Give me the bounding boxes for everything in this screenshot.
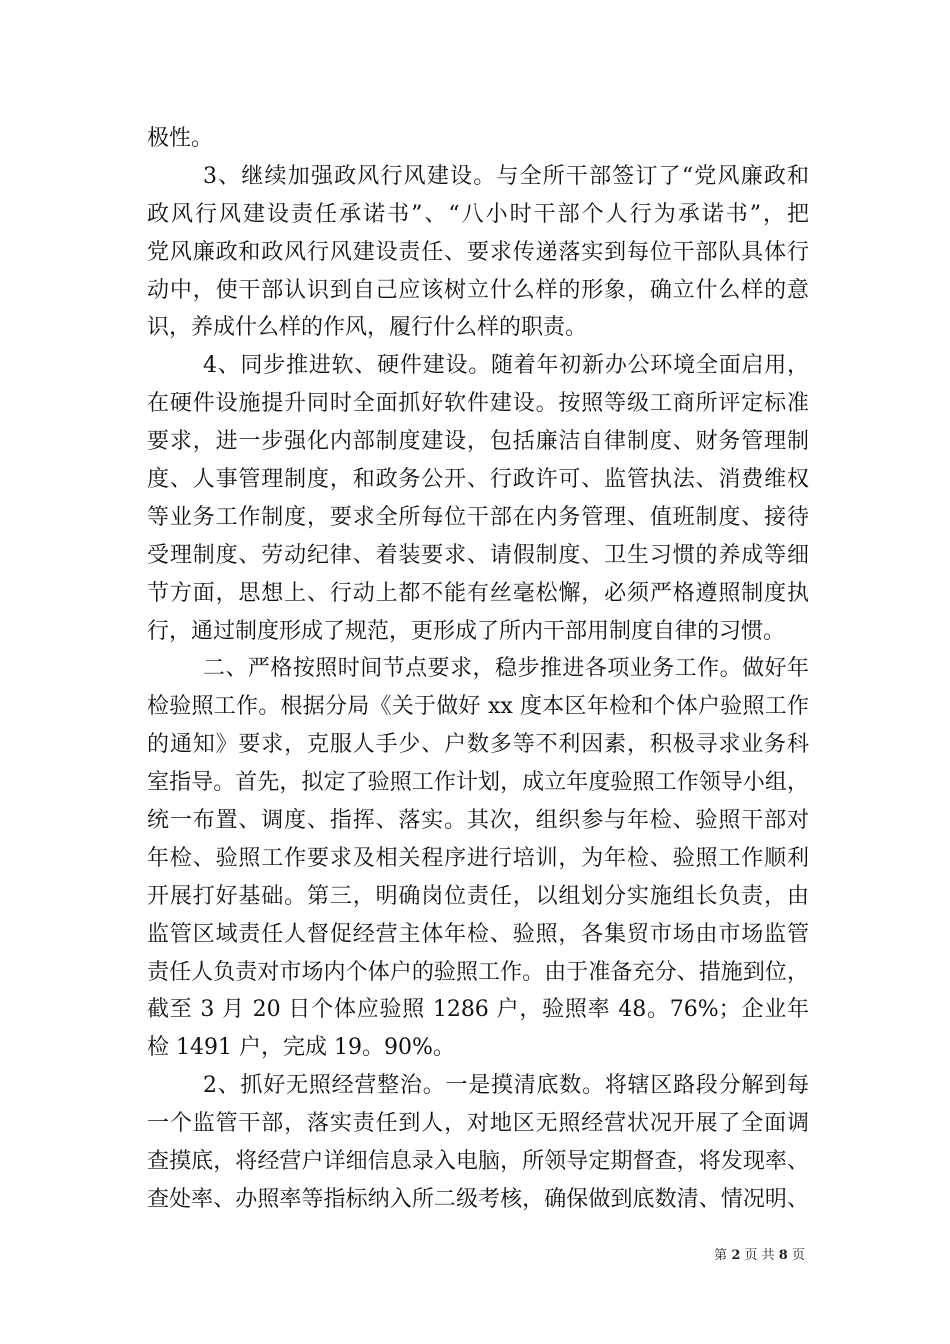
paragraph-start-line: 3、继续加强政风行风建设。与全所干部签订了“党风廉政和 <box>203 163 809 189</box>
text-line: 行，通过制度形成了规范，更形成了所内干部用制度自律的习惯。 <box>147 618 786 644</box>
text-line: 极性。 <box>147 126 214 151</box>
text-line: 检 1491 户，完成 19。90%。 <box>147 1035 455 1061</box>
text-line: 查处率、办照率等指标纳入所二级考核，确保做到底数清、情况明、 <box>147 1186 809 1212</box>
text-line: 在硬件设施提升同时全面抓好软件建设。按照等级工商所评定标准 <box>147 391 809 417</box>
text-line: 室指导。首先，拟定了验照工作计划，成立年度验照工作领导小组， <box>147 770 809 796</box>
paragraph-start-line: 2、抓好无照经营整治。一是摸清底数。将辖区路段分解到每 <box>203 1073 809 1099</box>
text-line: 动中，使干部认识到自己应该树立什么样的形象，确立什么样的意 <box>147 277 809 303</box>
text-line: 统一布置、调度、指挥、落实。其次，组织参与年检、验照干部对 <box>147 808 809 834</box>
text-line: 责任人负责对市场内个体户的验照工作。由于准备充分、措施到位， <box>147 959 809 985</box>
text-line: 一个监管干部，落实责任到人，对地区无照经营状况开展了全面调 <box>147 1111 809 1137</box>
text-line: 识，养成什么样的作风，履行什么样的职责。 <box>147 315 588 341</box>
text-line: 节方面，思想上、行动上都不能有丝毫松懈，必须严格遵照制度执 <box>147 580 809 606</box>
paragraph-start-line: 二、严格按照时间节点要求，稳步推进各项业务工作。做好年 <box>203 656 809 682</box>
text-line: 开展打好基础。第三，明确岗位责任，以组划分实施组长负责，由 <box>147 883 809 909</box>
text-line: 要求，进一步强化内部制度建设，包括廉洁自律制度、财务管理制 <box>147 429 809 455</box>
text-line: 党风廉政和政风行风建设责任、要求传递落实到每位干部队具体行 <box>147 239 809 265</box>
text-line: 受理制度、劳动纪律、着装要求、请假制度、卫生习惯的养成等细 <box>147 542 809 568</box>
text-line: 截至 3 月 20 日个体应验照 1286 户，验照率 48。76%；企业年 <box>147 997 809 1023</box>
total-page-number: 8 <box>778 1248 788 1263</box>
text-line: 监管区域责任人督促经营主体年检、验照，各集贸市场由市场监管 <box>147 921 809 947</box>
footer-prefix: 第 <box>714 1248 728 1263</box>
text-line: 等业务工作制度，要求全所每位干部在内务管理、值班制度、接待 <box>147 504 809 530</box>
footer-suffix: 页 <box>791 1248 805 1263</box>
text-line: 政风行风建设责任承诺书”、“八小时干部个人行为承诺书”，把 <box>147 201 809 227</box>
text-line: 年检、验照工作要求及相关程序进行培训，为年检、验照工作顺利 <box>147 845 809 871</box>
text-line: 度、人事管理制度，和政务公开、行政许可、监管执法、消费维权 <box>147 467 809 493</box>
text-line: 的通知》要求，克服人手少、户数多等不利因素，积极寻求业务科 <box>147 732 809 758</box>
text-line: 查摸底，将经营户详细信息录入电脑，所领导定期督查，将发现率、 <box>147 1149 809 1175</box>
paragraph-start-line: 4、同步推进软、硬件建设。随着年初新办公环境全面启用， <box>203 353 809 379</box>
text-line: 检验照工作。根据分局《关于做好 xx 度本区年检和个体户验照工作 <box>147 694 809 720</box>
document-body <box>147 120 809 1219</box>
footer-middle: 页 共 <box>744 1248 775 1263</box>
current-page-number: 2 <box>731 1248 741 1263</box>
page-number-footer <box>714 1246 805 1266</box>
